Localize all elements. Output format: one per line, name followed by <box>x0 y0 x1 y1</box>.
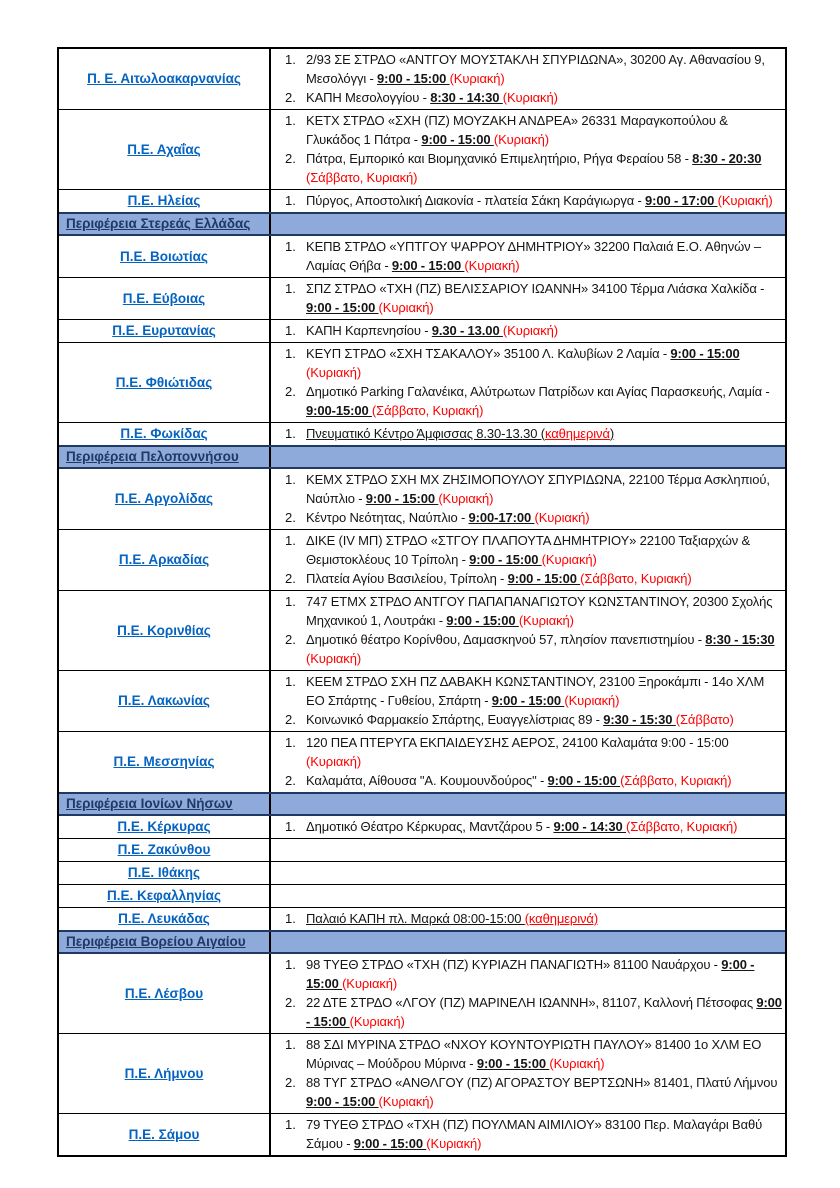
regional-unit-cell <box>59 530 271 590</box>
venue-item <box>271 955 783 993</box>
venue-item <box>271 279 783 317</box>
region-band-label: Περιφέρεια Βορείου Αιγαίου <box>66 934 246 949</box>
venue-list-cell <box>271 908 785 930</box>
region-band-label: Περιφέρεια Πελοποννήσου <box>66 449 239 464</box>
table-row <box>59 1033 785 1113</box>
hours-text: 9:00 - 15:00 <box>391 258 465 273</box>
item-number: 1. <box>285 281 296 296</box>
item-number: 2. <box>285 384 296 399</box>
regional-unit-cell <box>59 49 271 109</box>
item-number: 1. <box>285 957 296 972</box>
regional-unit-link[interactable]: Π.Ε. Λέσβου <box>124 985 204 1001</box>
item-number: 1. <box>285 735 296 750</box>
hours-text: 9:30 - 15:30 <box>603 712 676 727</box>
table-row <box>59 838 785 861</box>
hours-text: 9:00-15:00 <box>306 403 372 418</box>
venue-item <box>271 88 783 107</box>
regional-unit-link[interactable]: Π.Ε. Λακωνίας <box>118 693 210 708</box>
days-note: (Κυριακή) <box>717 193 773 208</box>
regional-unit-link[interactable]: Π.Ε. Αργολίδας <box>114 491 214 506</box>
venue-item <box>271 1115 783 1153</box>
venue-list-cell <box>271 278 785 319</box>
regional-unit-link[interactable]: Π.Ε. Κέρκυρας <box>117 819 211 834</box>
regional-unit-link[interactable]: Π.Ε. Ζακύνθου <box>117 842 211 857</box>
hours-text: 9.30 - 13.00 <box>431 323 503 338</box>
venue-item-text <box>306 817 783 836</box>
regional-unit-link[interactable]: Π.Ε. Μεσσηνίας <box>113 754 215 769</box>
days-note: (Κυριακή) <box>306 365 362 380</box>
venue-list-cell <box>271 591 785 670</box>
hours-text: 9:00 - 15:00 <box>469 552 542 567</box>
venue-list-cell <box>271 862 785 884</box>
regional-unit-link[interactable]: Π.Ε. Κορινθίας <box>117 622 211 638</box>
hours-text: 9:00-17:00 <box>468 510 535 525</box>
days-note: (Κυριακή) <box>378 300 434 315</box>
table-row <box>59 109 785 189</box>
venue-item-text <box>306 993 783 1031</box>
region-band-spacer <box>271 447 785 467</box>
hours-text: 9:00 - 15:00 <box>507 571 581 586</box>
region-band-label: Περιφέρεια Ιονίων Νήσων <box>66 796 233 811</box>
days-note: (Κυριακή) <box>426 1136 482 1151</box>
item-number: 1. <box>285 472 296 487</box>
hours-text: 8:30 - 15:30 <box>705 632 775 647</box>
hours-text: 9:00 - 15:00 <box>377 71 450 86</box>
regional-unit-cell <box>59 816 271 838</box>
days-note: (Κυριακή) <box>518 613 574 628</box>
venue-item-text <box>306 237 783 275</box>
venue-text-underlined: ) <box>609 426 615 441</box>
region-band-cell <box>59 214 271 234</box>
table-row <box>59 342 785 422</box>
table-row <box>59 670 785 731</box>
venue-item-text <box>306 569 783 588</box>
schedule-table <box>57 47 787 1157</box>
regional-unit-cell <box>59 908 271 930</box>
regional-unit-cell <box>59 423 271 445</box>
item-number: 2. <box>285 571 296 586</box>
venue-text: Δημοτικό Parking Γαλανέικα, Αλύτρωτων Πατρίδων και Αγίας Παρασκευής, Λαμία - <box>306 384 770 399</box>
venue-text: 79 ΤΥΕΘ ΣΤΡΔΟ «ΤΧΗ (ΠΖ) ΠΟΥΛΜΑΝ ΑΙΜΙΛΙΟΥ» 83100 Περ. Μαλαγάρι Βαθύ Σάμου - <box>306 1117 763 1151</box>
venue-item <box>271 1035 783 1073</box>
region-band-row <box>59 792 785 816</box>
venue-item-text <box>306 344 783 382</box>
hours-text: 9:00 - 15:00 <box>365 491 439 506</box>
regional-unit-link[interactable]: Π.Ε. Κεφαλληνίας <box>107 888 221 903</box>
days-note: (Κυριακή) <box>534 510 590 525</box>
venue-item <box>271 672 783 710</box>
table-row <box>59 277 785 319</box>
regional-unit-cell <box>59 885 271 907</box>
venue-item-text <box>306 88 783 107</box>
venue-text: Δημοτικό θέατρο Κορίνθου, Δαμασκηνού 57, πλησίον πανεπιστημίου - <box>306 632 706 647</box>
table-row <box>59 49 785 109</box>
venue-text: 120 ΠΕΑ ΠΤΕΡΥΓΑ ΕΚΠΑΙΔΕΥΣΗΣ ΑΕΡΟΣ, 24100 Καλαμάτα 9:00 - 15:00 <box>306 735 729 750</box>
venue-text: Κέντρο Νεότητας, Ναύπλιο - <box>306 510 469 525</box>
days-note: (Κυριακή) <box>464 258 520 273</box>
venue-item <box>271 993 783 1031</box>
item-number: 1. <box>285 533 296 548</box>
days-note: (Κυριακή) <box>378 1094 434 1109</box>
days-note: (Κυριακή) <box>502 90 558 105</box>
item-number: 1. <box>285 1117 296 1132</box>
days-note: (Σάββατο) <box>675 712 734 727</box>
venue-text: 22 ΔΤΕ ΣΤΡΔΟ «ΛΓΟΥ (ΠΖ) ΜΑΡΙΝΕΛΗ ΙΩΑΝΝΗ», 81107, Καλλονή Πέτσοφας <box>306 995 757 1010</box>
venue-item <box>271 909 783 928</box>
regional-unit-link[interactable]: Π.Ε. Λευκάδας <box>118 911 210 926</box>
venue-item-text <box>306 111 783 149</box>
venue-list-cell <box>271 423 785 445</box>
venue-list-cell <box>271 1034 785 1113</box>
regional-unit-cell <box>59 236 271 277</box>
days-note: (Κυριακή) <box>493 132 549 147</box>
item-number: 1. <box>285 346 296 361</box>
regional-unit-cell <box>59 954 271 1033</box>
hours-text: 9:00 - 17:00 <box>645 193 718 208</box>
hours-text: 9:00 - 15:00 <box>421 132 494 147</box>
table-row <box>59 469 785 529</box>
venue-list-cell <box>271 343 785 422</box>
venue-item-text <box>306 1115 783 1153</box>
regional-unit-link[interactable]: Π.Ε. Ιθάκης <box>127 865 201 880</box>
region-band-row <box>59 445 785 469</box>
venue-list-cell <box>271 1114 785 1155</box>
venue-item-text <box>306 279 783 317</box>
venue-list-cell <box>271 49 785 109</box>
hours-text: 9:00 - 15:00 <box>353 1136 427 1151</box>
region-band-row <box>59 930 785 954</box>
days-note: (Σάββατο, Κυριακή) <box>580 571 692 586</box>
table-row <box>59 907 785 930</box>
hours-text: 9:00 - 15:00 <box>306 957 755 991</box>
venue-list-cell <box>271 732 785 792</box>
venue-list-cell <box>271 816 785 838</box>
table-row <box>59 529 785 590</box>
regional-unit-link[interactable]: Π.Ε. Αρκαδίας <box>118 552 210 567</box>
venue-item <box>271 344 783 382</box>
venue-text: Καλαμάτα, Αίθουσα "Α. Κουμουνδούρος" - <box>306 773 548 788</box>
venue-text: ΚΕΠΒ ΣΤΡΔΟ «ΥΠΤΓΟΥ ΨΑΡΡΟΥ ΔΗΜΗΤΡΙΟΥ» 32200 Παλαιά Ε.Ο. Αθηνών – Λαμίας Θήβα - <box>306 239 762 273</box>
hours-text: 9:00 - 15:00 <box>446 613 519 628</box>
days-note: (Κυριακή) <box>342 976 398 991</box>
days-note: (Κυριακή) <box>541 552 597 567</box>
regional-unit-link[interactable]: Π.Ε. Φθιώτιδας <box>115 374 213 390</box>
venue-item-text <box>306 630 783 668</box>
table-row <box>59 954 785 1033</box>
venue-item <box>271 569 783 588</box>
hours-text: 9:00 - 15:00 <box>670 346 740 361</box>
venue-text: ΚΑΠΗ Μεσολογγίου - <box>306 90 431 105</box>
venue-text: Πλατεία Αγίου Βασιλείου, Τρίπολη - <box>306 571 508 586</box>
venue-item <box>271 424 783 443</box>
region-band-label: Περιφέρεια Στερεάς Ελλάδας <box>66 216 251 231</box>
venue-text: 98 ΤΥΕΘ ΣΤΡΔΟ «ΤΧΗ (ΠΖ) ΚΥΡΙΑΖΗ ΠΑΝΑΓΙΩΤΗ» 81100 Ναυάρχου - <box>306 957 722 972</box>
regional-unit-cell <box>59 278 271 319</box>
item-number: 1. <box>285 239 296 254</box>
item-number: 2. <box>285 632 296 647</box>
venue-text: 88 ΤΥΓ ΣΤΡΔΟ «ΑΝΘΛΓΟΥ (ΠΖ) ΑΓΟΡΑΣΤΟΥ ΒΕΡΤΣΩΝΗ» 81401, Πλατύ Λήμνου <box>306 1075 778 1090</box>
regional-unit-cell <box>59 469 271 529</box>
table-row <box>59 189 785 212</box>
hours-text: 9:00 - 15:00 <box>306 1094 379 1109</box>
venue-item <box>271 1073 783 1111</box>
item-number: 1. <box>285 52 296 67</box>
venue-item-text <box>306 508 783 527</box>
venue-item-text <box>306 771 783 790</box>
venue-item-text <box>306 382 783 420</box>
regional-unit-cell <box>59 110 271 189</box>
item-number: 2. <box>285 90 296 105</box>
venue-item-text <box>306 321 783 340</box>
regional-unit-link[interactable]: Π.Ε. Ηλείας <box>127 193 201 208</box>
venue-item-text <box>306 592 783 630</box>
region-band-spacer <box>271 932 785 952</box>
item-number: 1. <box>285 674 296 689</box>
region-band-row <box>59 212 785 236</box>
regional-unit-cell <box>59 671 271 731</box>
venue-text-underlined: Πνευματικό Κέντρο Άμφισσας 8.30-13.30 ( <box>306 426 545 441</box>
hours-text: 8:30 - 20:30 <box>692 151 762 166</box>
days-note: (Σάββατο, Κυριακή) <box>371 403 484 418</box>
regional-unit-link[interactable]: Π.Ε. Φωκίδας <box>120 426 208 441</box>
regional-unit-cell <box>59 1034 271 1113</box>
table-row <box>59 884 785 907</box>
venue-text: 747 ΕΤΜΧ ΣΤΡΔΟ ΑΝΤΓΟΥ ΠΑΠΑΠΑΝΑΓΙΩΤΟΥ ΚΩΝΣΤΑΝΤΙΝΟΥ, 20300 Σχολής Μηχανικού 1, Λουτράκι - <box>306 594 773 628</box>
venue-text: ΚΑΠΗ Καρπενησίου - <box>306 323 432 338</box>
table-row <box>59 816 785 838</box>
venue-list-cell <box>271 236 785 277</box>
venue-item <box>271 321 783 340</box>
venue-item-text <box>306 1035 783 1073</box>
days-note: (Κυριακή) <box>449 71 505 86</box>
regional-unit-link[interactable]: Π. Ε. Αιτωλοακαρνανίας <box>87 71 241 86</box>
venue-list-cell <box>271 110 785 189</box>
table-row <box>59 590 785 670</box>
regional-unit-link[interactable]: Π.Ε. Λήμνου <box>124 1065 204 1081</box>
item-number: 2. <box>285 1075 296 1090</box>
venue-item-text <box>306 1073 783 1111</box>
venue-item-text <box>306 50 783 88</box>
venue-item-text <box>306 531 783 569</box>
venue-item <box>271 111 783 149</box>
hours-text: 9:00 - 15:00 <box>306 995 782 1029</box>
venue-list-cell <box>271 839 785 861</box>
table-row <box>59 422 785 445</box>
venue-text: Κοινωνικό Φαρμακείο Σπάρτης, Ευαγγελίστριας 89 - <box>306 712 604 727</box>
venue-list-cell <box>271 190 785 212</box>
venue-text: ΚΕΤΧ ΣΤΡΔΟ «ΣΧΗ (ΠΖ) ΜΟΥΖΑΚΗ ΑΝΔΡΕΑ» 26331 Μαραγκοπούλου & Γλυκάδος 1 Πάτρα - <box>306 113 728 147</box>
venue-text: 2/93 ΣΕ ΣΤΡΔΟ «ΑΝΤΓΟΥ ΜΟΥΣΤΑΚΛΗ ΣΠΥΡΙΔΩΝΑ», 30200 Αγ. Αθανασίου 9, Μεσολόγγι - <box>306 52 765 86</box>
venue-list-cell <box>271 885 785 907</box>
hours-text: 8:30 - 14:30 <box>430 90 503 105</box>
venue-text: Δημοτικό Θέατρο Κέρκυρας, Μαντζάρου 5 - <box>306 819 554 834</box>
regional-unit-link[interactable]: Π.Ε. Βοιωτίας <box>120 248 208 264</box>
hours-text: 9:00 - 15:00 <box>547 773 621 788</box>
hours-text: 9:00 - 15:00 <box>491 693 565 708</box>
venue-text: ΔΙΚΕ (IV ΜΠ) ΣΤΡΔΟ «ΣΤΓΟΥ ΠΛΑΠΟΥΤΑ ΔΗΜΗΤΡΙΟΥ» 22100 Ταξιαρχών & Θεμιστοκλέους 10 Τρίπολη - <box>306 533 751 567</box>
regional-unit-link[interactable]: Π.Ε. Σάμου <box>128 1126 200 1142</box>
hours-text: 9:00 - 14:30 <box>553 819 626 834</box>
venue-item-text <box>306 955 783 993</box>
days-note: (Κυριακή) <box>564 693 620 708</box>
venue-list-cell <box>271 530 785 590</box>
venue-item <box>271 149 783 187</box>
regional-unit-cell <box>59 1114 271 1155</box>
item-number: 1. <box>285 323 296 338</box>
venue-item <box>271 382 783 420</box>
venue-list-cell <box>271 671 785 731</box>
venue-item <box>271 508 783 527</box>
region-band-cell <box>59 932 271 952</box>
venue-text: ΚΕΥΠ ΣΤΡΔΟ «ΣΧΗ ΤΣΑΚΑΛΟΥ» 35100 Λ. Καλυβίων 2 Λαμία - <box>306 346 671 361</box>
days-note: (Σάββατο, Κυριακή) <box>620 773 732 788</box>
region-band-spacer <box>271 214 785 234</box>
venue-item <box>271 733 783 771</box>
hours-text: 9:00 - 15:00 <box>476 1056 550 1071</box>
venue-item <box>271 630 783 668</box>
item-number: 1. <box>285 426 296 441</box>
regional-unit-link[interactable]: Π.Ε. Αχαΐας <box>127 141 201 157</box>
days-note: (Κυριακή) <box>349 1014 405 1029</box>
table-row <box>59 861 785 884</box>
venue-item-text <box>306 672 783 710</box>
regional-unit-link[interactable]: Π.Ε. Ευρυτανίας <box>112 323 216 338</box>
item-number: 1. <box>285 594 296 609</box>
regional-unit-cell <box>59 862 271 884</box>
venue-list-cell <box>271 320 785 342</box>
venue-text: ΣΠΖ ΣΤΡΔΟ «ΤΧΗ (ΠΖ) ΒΕΛΙΣΣΑΡΙΟΥ ΙΩΑΝΝΗ» 34100 Τέρμα Λιάσκα Χαλκίδα - <box>306 281 765 296</box>
venue-item <box>271 191 783 210</box>
venue-item <box>271 50 783 88</box>
venue-item-text <box>306 191 783 210</box>
regional-unit-cell <box>59 839 271 861</box>
days-note: (Κυριακή) <box>549 1056 605 1071</box>
venue-list-cell <box>271 954 785 1033</box>
venue-item <box>271 237 783 275</box>
venue-list-cell <box>271 469 785 529</box>
regional-unit-cell <box>59 732 271 792</box>
regional-unit-link[interactable]: Π.Ε. Εύβοιας <box>122 290 206 306</box>
days-note: (Κυριακή) <box>502 323 558 338</box>
venue-item <box>271 592 783 630</box>
item-number: 2. <box>285 510 296 525</box>
venue-item-text <box>306 909 783 928</box>
venue-text: 88 ΣΔΙ ΜΥΡΙΝΑ ΣΤΡΔΟ «ΝΧΟΥ ΚΟΥΝΤΟΥΡΙΩΤΗ ΠΑΥΛΟΥ» 81400 1ο ΧΛΜ ΕΟ Μύρινας – Μούδρου Μύρινα - <box>306 1037 762 1071</box>
days-note: (Σάββατο, Κυριακή) <box>306 170 418 185</box>
venue-item <box>271 470 783 508</box>
venue-item <box>271 817 783 836</box>
item-number: 2. <box>285 995 296 1010</box>
venue-item-text <box>306 710 783 729</box>
table-row <box>59 236 785 277</box>
item-number: 2. <box>285 151 296 166</box>
venue-text-underlined: Παλαιό ΚΑΠΗ πλ. Μαρκά 08:00-15:00 <box>306 911 525 926</box>
item-number: 1. <box>285 113 296 128</box>
regional-unit-cell <box>59 591 271 670</box>
table-row <box>59 319 785 342</box>
venue-text: ΚΕΕΜ ΣΤΡΔΟ ΣΧΗ ΠΖ ΔΑΒΑΚΗ ΚΩΝΣΤΑΝΤΙΝΟΥ, 23100 Ξηροκάμπι - 14ο ΧΛΜ ΕΟ Σπάρτης - Γυθείου, Σπάρτη - <box>306 674 765 708</box>
region-band-spacer <box>271 794 785 814</box>
venue-text: Πάτρα, Εμπορικό και Βιομηχανικό Επιμελητήριο, Ρήγα Φεραίου 58 - <box>306 151 693 166</box>
days-note-underlined: καθημερινά <box>544 426 610 441</box>
days-note-underlined: (καθημερινά) <box>524 911 599 926</box>
days-note: (Σάββατο, Κυριακή) <box>625 819 738 834</box>
venue-item-text <box>306 733 783 771</box>
venue-item <box>271 771 783 790</box>
item-number: 2. <box>285 712 296 727</box>
days-note: (Κυριακή) <box>306 754 362 769</box>
regional-unit-cell <box>59 190 271 212</box>
item-number: 1. <box>285 819 296 834</box>
venue-item-text <box>306 149 783 187</box>
item-number: 1. <box>285 911 296 926</box>
days-note: (Κυριακή) <box>306 651 362 666</box>
item-number: 2. <box>285 773 296 788</box>
hours-text: 9:00 - 15:00 <box>306 300 379 315</box>
item-number: 1. <box>285 1037 296 1052</box>
region-band-cell <box>59 447 271 467</box>
venue-item <box>271 710 783 729</box>
regional-unit-cell <box>59 320 271 342</box>
venue-item-text <box>306 470 783 508</box>
region-band-cell <box>59 794 271 814</box>
item-number: 1. <box>285 193 296 208</box>
regional-unit-cell <box>59 343 271 422</box>
table-row <box>59 731 785 792</box>
table-row <box>59 1113 785 1155</box>
venue-text: ΚΕΜΧ ΣΤΡΔΟ ΣΧΗ ΜΧ ΖΗΣΙΜΟΠΟΥΛΟΥ ΣΠΥΡΙΔΩΝΑ, 22100 Τέρμα Ασκληπιού, Ναύπλιο - <box>306 472 770 506</box>
venue-item-text <box>306 424 783 443</box>
venue-item <box>271 531 783 569</box>
venue-text: Πύργος, Αποστολική Διακονία - πλατεία Σάκη Καράγιωργα - <box>306 193 646 208</box>
days-note: (Κυριακή) <box>438 491 494 506</box>
